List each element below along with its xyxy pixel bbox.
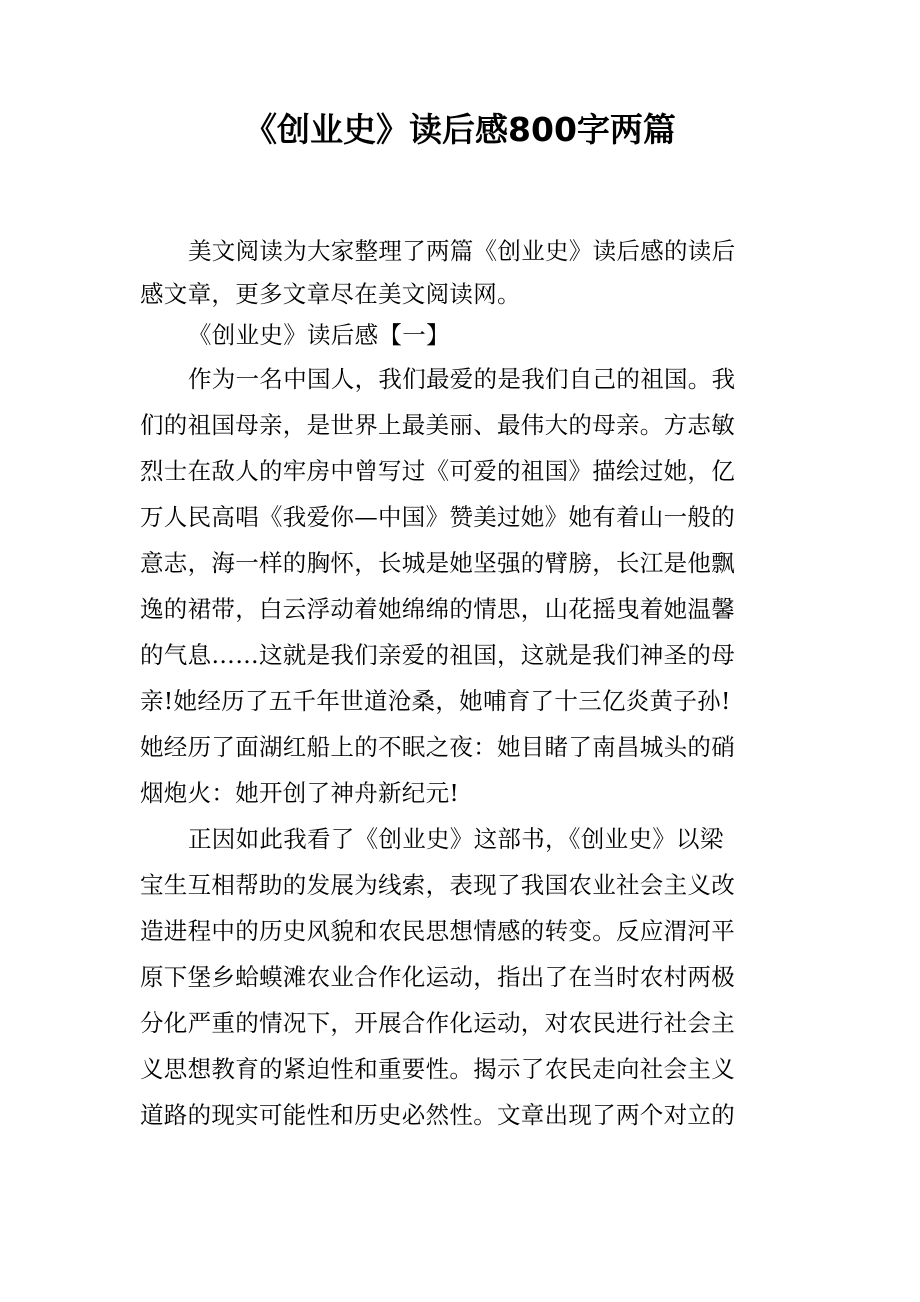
document-title: 《创业史》读后感800字两篇 [244, 110, 676, 149]
intro-paragraph [140, 228, 760, 315]
text-line: 正因如此我看了《创业史》这部书，《创业史》以梁 [188, 825, 724, 853]
text-line: 义思想教育的紧迫性和重要性。揭示了农民走向社会主义 [140, 1055, 735, 1083]
text-line: 们的祖国母亲，是世界上最美丽、最伟大的母亲。方志敏 [140, 411, 735, 439]
text-line: 作为一名中国人，我们最爱的是我们自己的祖国。我 [188, 365, 736, 393]
text-line: 逸的裙带，白云浮动着她绵绵的情思，山花摇曳着她温馨 [140, 595, 735, 623]
text-line: 宝生互相帮助的发展为线索，表现了我国农业社会主义改 [140, 871, 735, 899]
section-heading-text: 《创业史》读后感【一】 [188, 321, 450, 349]
text-line: 的气息……这就是我们亲爱的祖国，这就是我们神圣的母 [140, 641, 735, 669]
text-line: 她经历了面湖红船上的不眠之夜：她目睹了南昌城头的硝 [140, 733, 735, 761]
text-line: 万人民高唱《我爱你—中国》赞美过她》她有着山一般的 [140, 503, 735, 531]
text-line: 烟炮火：她开创了神舟新纪元! [140, 779, 460, 807]
document-body [140, 228, 760, 1138]
text-line: 造进程中的历史风貌和农民思想情感的转变。反应渭河平 [140, 917, 735, 945]
text-line: 烈士在敌人的牢房中曾写过《可爱的祖国》描绘过她，亿 [140, 457, 735, 485]
text-line: 原下堡乡蛤蟆滩农业合作化运动，指出了在当时农村两极 [140, 963, 735, 991]
text-line: 分化严重的情况下，开展合作化运动，对农民进行社会主 [140, 1009, 735, 1037]
text-line: 感文章，更多文章尽在美文阅读网。 [140, 280, 521, 308]
text-line: 亲!她经历了五千年世道沧桑，她哺育了十三亿炎黄子孙! [140, 687, 731, 715]
body-paragraph-1 [140, 356, 760, 816]
text-line: 美文阅读为大家整理了两篇《创业史》读后感的读后 [188, 237, 736, 265]
body-paragraph-2 [140, 816, 760, 1138]
text-line: 意志，海一样的胸怀，长城是她坚强的臂膀，长江是他飘 [140, 549, 735, 577]
section-heading [140, 315, 760, 356]
text-line: 道路的现实可能性和历史必然性。文章出现了两个对立的 [140, 1101, 735, 1129]
